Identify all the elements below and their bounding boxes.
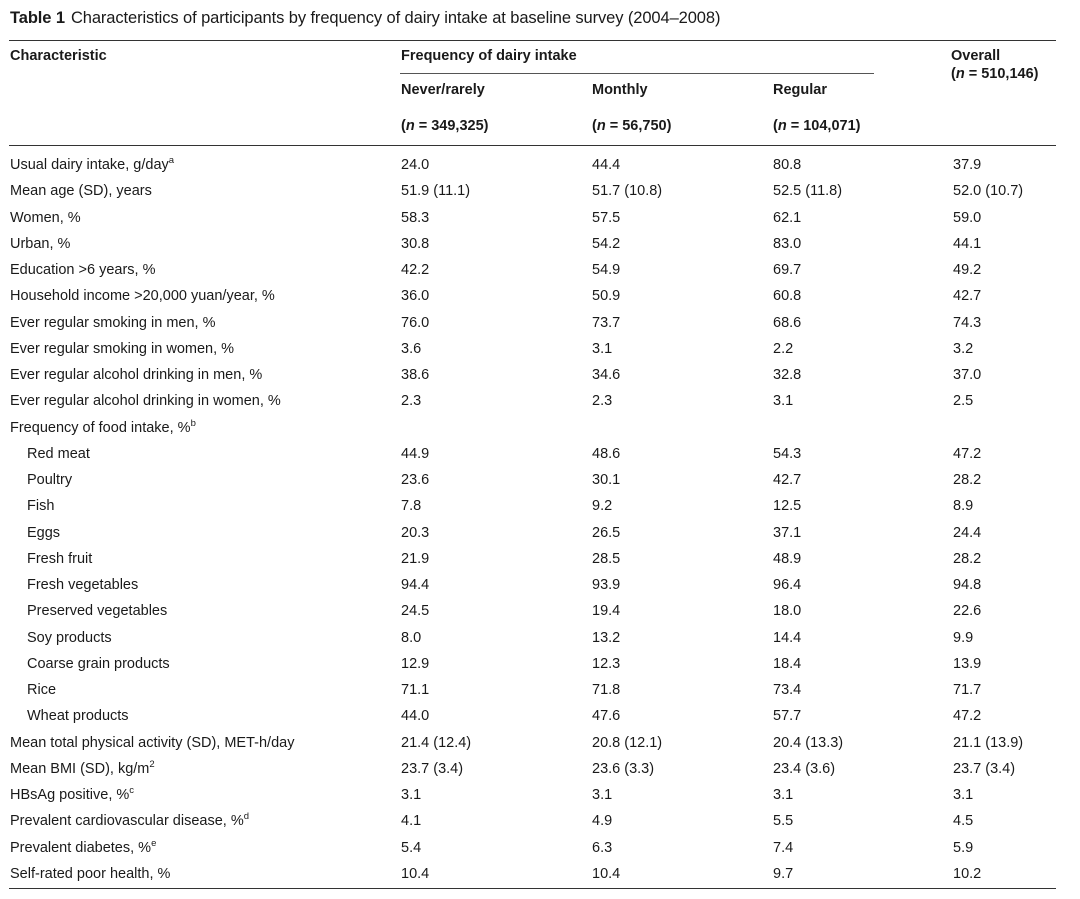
table-row (0, 681, 1080, 707)
value-overall: 59.0 (953, 209, 982, 226)
row-label: Education >6 years, % (10, 262, 156, 278)
value-never-rarely: 10.4 (401, 865, 430, 882)
value-regular: 18.0 (773, 603, 802, 620)
row-label: Ever regular alcohol drinking in women, % (10, 393, 281, 410)
header-regular: Regular (773, 82, 827, 98)
table-row (0, 235, 1080, 261)
header-monthly-n: (n = 56,750) (592, 118, 672, 134)
value-monthly: 26.5 (592, 524, 621, 541)
group-underline (400, 73, 874, 74)
table-row (0, 314, 1080, 340)
value-never-rarely: 8.0 (401, 629, 422, 646)
table-row (0, 760, 1080, 786)
value-overall: 24.4 (953, 524, 982, 541)
value-overall: 3.1 (953, 787, 974, 803)
value-monthly: 19.4 (592, 603, 621, 620)
value-overall: 37.0 (953, 367, 982, 383)
table-row (0, 340, 1080, 366)
table-row (0, 576, 1080, 602)
value-monthly: 28.5 (592, 550, 621, 567)
value-never-rarely: 3.1 (401, 787, 422, 803)
row-label: Ever regular smoking in men, % (10, 314, 216, 331)
footnote-marker: d (243, 811, 250, 823)
row-label: Household income >20,000 yuan/year, % (10, 288, 275, 305)
header-regular-n: (n = 104,071) (773, 118, 861, 134)
row-label: Fresh vegetables (27, 577, 139, 593)
row-label: Preserved vegetables (27, 603, 168, 620)
table-row (0, 812, 1080, 838)
value-never-rarely: 30.8 (401, 235, 430, 252)
footnote-marker: a (168, 155, 175, 166)
table-title: Characteristics of participants by frequency of dairy intake at baseline survey (2004–2008) (70, 9, 721, 27)
header-overall-n: (n = 510,146) (951, 66, 1039, 82)
value-overall: 9.9 (953, 629, 974, 646)
value-regular: 57.7 (773, 708, 802, 725)
value-never-rarely: 12.9 (401, 655, 430, 672)
row-label: Fish (27, 498, 55, 515)
value-overall: 94.8 (953, 577, 982, 593)
value-regular: 14.4 (773, 629, 802, 646)
value-monthly: 50.9 (592, 288, 621, 305)
value-regular: 83.0 (773, 235, 802, 252)
value-never-rarely: 24.0 (401, 157, 430, 173)
value-monthly: 47.6 (592, 708, 621, 725)
value-regular: 48.9 (773, 550, 802, 567)
value-regular: 62.1 (773, 209, 802, 226)
value-regular: 52.5 (11.8) (773, 183, 843, 200)
value-overall: 4.5 (953, 813, 974, 830)
value-never-rarely: 23.6 (401, 472, 430, 488)
value-monthly: 20.8 (12.1) (592, 734, 663, 751)
value-regular: 69.7 (773, 262, 802, 278)
value-never-rarely: 21.4 (12.4) (401, 734, 472, 751)
value-monthly: 44.4 (592, 157, 621, 173)
table-row (0, 602, 1080, 628)
value-monthly: 51.7 (10.8) (592, 183, 663, 200)
value-overall: 22.6 (953, 603, 982, 620)
value-never-rarely: 5.4 (401, 839, 422, 856)
header-frequency-group: Frequency of dairy intake (401, 48, 577, 64)
value-overall: 44.1 (953, 235, 982, 252)
value-regular: 42.7 (773, 472, 802, 488)
row-label: Red meat (27, 445, 90, 462)
table-row (0, 497, 1080, 523)
row-label: Mean total physical activity (SD), MET-h/day (10, 734, 295, 751)
value-regular: 2.2 (773, 340, 794, 357)
value-overall: 23.7 (3.4) (953, 760, 1016, 777)
table-row (0, 524, 1080, 550)
header-never-rarely-n: (n = 349,325) (401, 118, 489, 134)
value-monthly: 10.4 (592, 865, 621, 882)
value-regular: 3.1 (773, 787, 794, 803)
table-row (0, 287, 1080, 313)
table-row (0, 392, 1080, 418)
top-rule (9, 40, 1056, 41)
header-overall: Overall (951, 48, 1001, 64)
row-label: Ever regular alcohol drinking in men, % (10, 367, 263, 383)
value-monthly: 13.2 (592, 629, 621, 646)
table-row (0, 839, 1080, 865)
header-monthly: Monthly (592, 82, 648, 98)
row-label: Women, % (10, 209, 81, 226)
row-label: Coarse grain products (27, 655, 170, 672)
value-overall: 8.9 (953, 498, 974, 515)
value-regular: 73.4 (773, 682, 802, 698)
value-overall: 47.2 (953, 445, 982, 462)
value-overall: 37.9 (953, 157, 982, 173)
value-never-rarely: 44.0 (401, 708, 430, 725)
row-label: Mean BMI (SD), $kg/m^2$ (10, 758, 155, 777)
value-never-rarely: 3.6 (401, 340, 422, 357)
value-regular: 7.4 (773, 839, 794, 856)
value-monthly: 30.1 (592, 472, 621, 488)
value-never-rarely: 24.5 (401, 603, 430, 620)
table-row (0, 366, 1080, 392)
value-overall: 28.2 (953, 472, 982, 488)
row-label: Self-rated poor health, % (10, 865, 171, 882)
value-regular: 96.4 (773, 577, 802, 593)
value-never-rarely: 71.1 (401, 682, 430, 698)
value-regular: 32.8 (773, 367, 802, 383)
value-monthly: 73.7 (592, 314, 621, 331)
value-monthly: 23.6 (3.3) (592, 760, 655, 777)
value-never-rarely: 23.7 (3.4) (401, 760, 464, 777)
row-label: HBsAg positive, %$^c$ (10, 785, 135, 803)
value-overall: 47.2 (953, 708, 982, 725)
value-never-rarely: 4.1 (401, 813, 422, 830)
value-monthly: 12.3 (592, 655, 621, 672)
row-label: Ever regular smoking in women, % (10, 340, 235, 357)
table-row (0, 471, 1080, 497)
table-row (0, 261, 1080, 287)
value-regular: 23.4 (3.6) (773, 760, 836, 777)
value-regular: 3.1 (773, 393, 794, 410)
value-overall: 42.7 (953, 288, 982, 305)
value-overall: 10.2 (953, 865, 982, 882)
value-overall: 5.9 (953, 839, 974, 856)
row-label: Poultry (27, 472, 73, 488)
value-never-rarely: 51.9 (11.1) (401, 183, 471, 200)
value-monthly: 57.5 (592, 209, 621, 226)
value-monthly: 6.3 (592, 839, 613, 856)
value-monthly: 3.1 (592, 340, 613, 357)
row-label: Prevalent cardiovascular disease, %$^d$ (10, 811, 250, 830)
value-overall: 49.2 (953, 262, 982, 278)
value-never-rarely: 38.6 (401, 367, 430, 383)
value-overall: 74.3 (953, 314, 982, 331)
value-never-rarely: 44.9 (401, 445, 430, 462)
footnote-marker: e (151, 837, 157, 849)
table-row (0, 629, 1080, 655)
value-regular: 80.8 (773, 157, 802, 173)
table-row (0, 445, 1080, 471)
value-never-rarely: 94.4 (401, 577, 430, 593)
table-row (0, 865, 1080, 891)
value-monthly: 54.2 (592, 235, 621, 252)
table-row (0, 734, 1080, 760)
value-regular: 60.8 (773, 288, 802, 305)
table-row (0, 182, 1080, 208)
value-monthly: 9.2 (592, 498, 613, 515)
value-never-rarely: 21.9 (401, 550, 430, 567)
value-regular: 37.1 (773, 524, 802, 541)
value-never-rarely: 42.2 (401, 262, 430, 278)
table-row (0, 209, 1080, 235)
row-label: Wheat products (27, 708, 129, 725)
value-overall: 3.2 (953, 340, 974, 357)
footnote-marker: 2 (149, 758, 155, 770)
value-never-rarely: 20.3 (401, 524, 430, 541)
header-characteristic: Characteristic (10, 48, 107, 64)
value-monthly: 93.9 (592, 577, 621, 593)
value-regular: 68.6 (773, 314, 802, 331)
value-monthly: 54.9 (592, 262, 621, 278)
row-label: Fresh fruit (27, 550, 93, 567)
value-regular: 5.5 (773, 813, 794, 830)
header-rule (9, 145, 1056, 146)
footnote-marker: c (129, 785, 135, 796)
row-label: Rice (27, 682, 57, 698)
value-regular: 18.4 (773, 655, 802, 672)
value-regular: 12.5 (773, 498, 802, 515)
table-row (0, 655, 1080, 681)
value-never-rarely: 7.8 (401, 498, 422, 515)
value-overall: 2.5 (953, 393, 974, 410)
table-row (0, 786, 1080, 812)
row-label: Urban, % (10, 235, 71, 252)
value-monthly: 3.1 (592, 787, 613, 803)
value-overall: 52.0 (10.7) (953, 183, 1024, 200)
value-monthly: 2.3 (592, 393, 613, 410)
value-monthly: 48.6 (592, 445, 621, 462)
value-regular: 54.3 (773, 445, 802, 462)
header-never-rarely: Never/rarely (401, 82, 485, 98)
value-never-rarely: 36.0 (401, 288, 430, 305)
table-row (0, 550, 1080, 576)
value-never-rarely: 2.3 (401, 393, 422, 410)
value-never-rarely: 76.0 (401, 314, 430, 331)
value-monthly: 4.9 (592, 813, 613, 830)
table-row (0, 707, 1080, 733)
value-overall: 13.9 (953, 655, 982, 672)
value-monthly: 71.8 (592, 682, 621, 698)
value-overall: 21.1 (13.9) (953, 734, 1024, 751)
table-row (0, 156, 1080, 182)
row-label: Prevalent diabetes, %$^e$ (10, 837, 157, 856)
row-label: Mean age (SD), years (10, 183, 152, 200)
row-label: Usual dairy intake, g/day$^a$ (10, 155, 175, 173)
value-regular: 9.7 (773, 865, 794, 882)
table-caption (10, 9, 720, 28)
value-overall: 71.7 (953, 682, 982, 698)
table-row (0, 419, 1080, 445)
value-monthly: 34.6 (592, 367, 621, 383)
value-overall: 28.2 (953, 550, 982, 567)
row-label: Frequency of food intake, %$^b$ (10, 417, 196, 436)
value-never-rarely: 58.3 (401, 209, 430, 226)
row-label: Soy products (27, 629, 112, 646)
row-label: Eggs (27, 524, 61, 541)
value-regular: 20.4 (13.3) (773, 734, 844, 751)
bottom-rule (9, 888, 1056, 889)
table-label: Table 1 (10, 9, 65, 27)
footnote-marker: b (190, 417, 196, 429)
